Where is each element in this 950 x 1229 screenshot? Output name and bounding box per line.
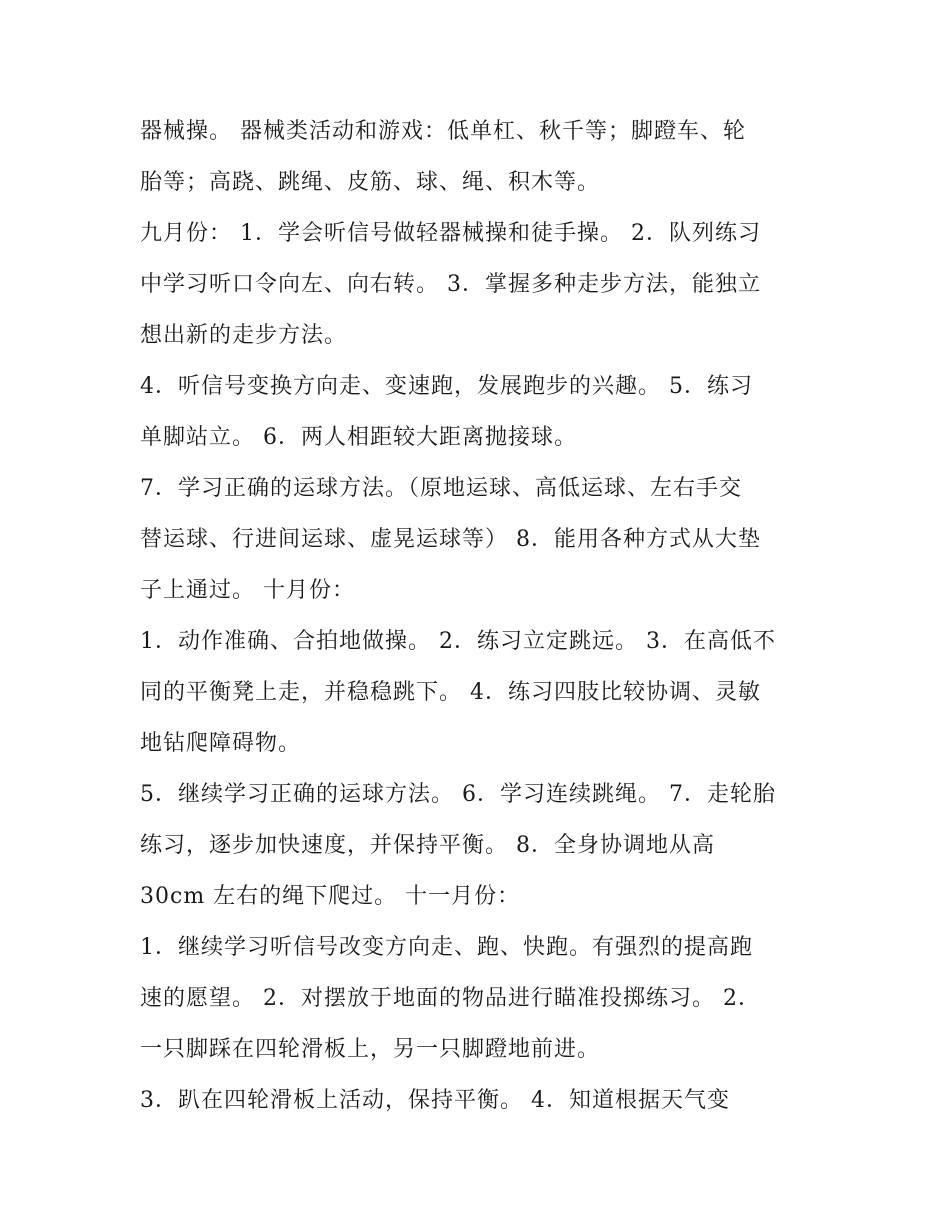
text-line: 速的愿望。 2．对摆放于地面的物品进行瞄准投掷练习。 2． [140, 986, 761, 1011]
text-line: 中学习听口令向左、向右转。 3．掌握多种走步方法，能独立 [140, 272, 761, 297]
text-line: 5．继续学习正确的运球方法。 6．学习连续跳绳。 7．走轮胎 [140, 782, 776, 807]
text-line: 1．动作准确、合拍地做操。 2．练习立定跳远。 3．在高低不 [140, 629, 776, 654]
document-body [140, 106, 820, 1126]
text-line: 子上通过。 十月份： [140, 578, 355, 603]
text-line: 练习，逐步加快速度，并保持平衡。 8．全身协调地从高 [140, 833, 715, 858]
text-line: 地钻爬障碍物。 [140, 731, 302, 756]
text-line: 7．学习正确的运球方法。（原地运球、高低运球、左右手交 [140, 476, 742, 501]
text-line: 4．听信号变换方向走、变速跑，发展跑步的兴趣。 5．练习 [140, 374, 753, 399]
text-line: 胎等；高跷、跳绳、皮筋、球、绳、积木等。 [140, 170, 601, 195]
text-line: 同的平衡凳上走，并稳稳跳下。 4．练习四肢比较协调、灵敏 [140, 680, 761, 705]
text-line: 30cm 左右的绳下爬过。 十一月份： [140, 884, 521, 909]
text-line: 1．继续学习听信号改变方向走、跑、快跑。有强烈的提高跑 [140, 935, 753, 960]
text-line: 器械操。 器械类活动和游戏：低单杠、秋千等；脚蹬车、轮 [140, 119, 746, 144]
text-line: 3．趴在四轮滑板上活动，保持平衡。 4．知道根据天气变 [140, 1088, 730, 1113]
text-line: 单脚站立。 6．两人相距较大距离抛接球。 [140, 425, 577, 450]
text-line: 一只脚踩在四轮滑板上，另一只脚蹬地前进。 [140, 1037, 601, 1062]
text-line: 替运球、行进间运球、虚晃运球等） 8．能用各种方式从大垫 [140, 527, 761, 552]
text-line: 九月份： 1．学会听信号做轻器械操和徒手操。 2．队列练习 [140, 221, 761, 246]
text-line: 想出新的走步方法。 [140, 323, 348, 348]
